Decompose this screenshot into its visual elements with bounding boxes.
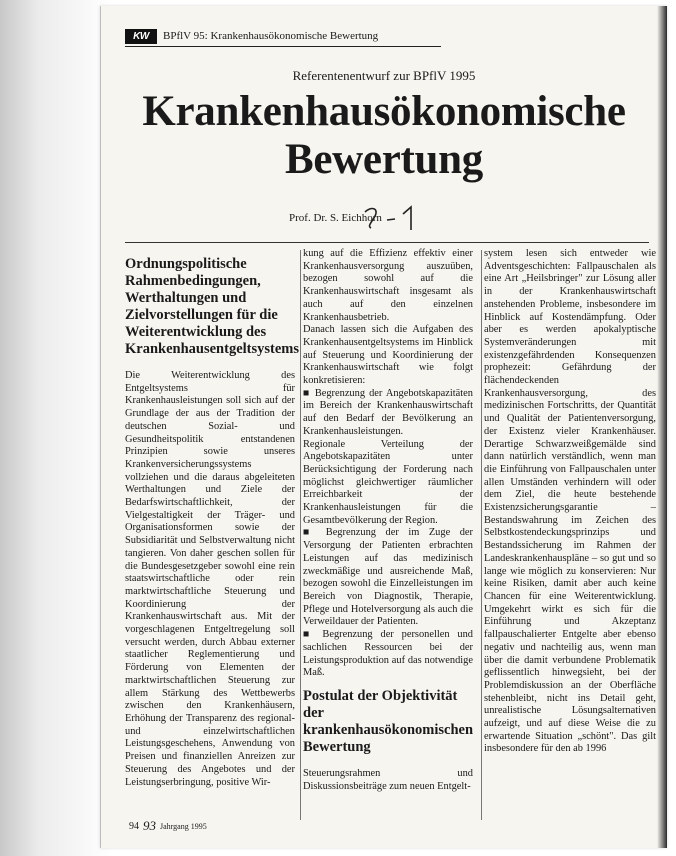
article-title-line-2: Bewertung (285, 136, 483, 183)
section-heading-1: Ordnungspolitische Rahmenbedingungen, Werthaltungen und Zielvorstellungen für die Weiterentwicklung des Krankenhausentgeltsystems (125, 256, 300, 357)
column-divider-1 (300, 250, 301, 820)
running-head-text: BPflV 95: Krankenhausökonomische Bewertung (163, 30, 379, 42)
handwritten-signature-mark (359, 202, 431, 232)
column-divider-2 (481, 250, 482, 820)
column-1-body: Die Weiterentwicklung des Entgeltsystems für Krankenhausleistungen soll sich auf der Grundlage der aus der Tradition der deutschen Sozial- und Gesundheitspolitik entstandenen Prinzipien sowie unseres Krankenversicherungssystems vollziehen und die daraus abgeleiteten Werthaltungen und Ziele der Bedarfswirtschaftlichkeit, der Vielgestaltigkeit der Träger- und Organisationsformen sowie der Subsidiarität und Selbstverwaltung nicht tangieren. Von daher geschen sollen für die Bundesgesetzgeber sowohl eine rein staatswirtschaftliche oder rein marktwirtschaftliche Steuerung und Koordinierung der Krankenhauswirtschaft aus. Mit der vorgeschlagenen Entgeltregelung soll versucht werden, durch Abbau externer staatlicher Reglementierung und Förderung von Elementen der marktwirtschaftlichen Steuerung zur allem Stärkung des Wettbewerbs zwischen den Krankenhäusern, Erhöhung der Transparenz des regional- und einzelwirtschaftlichen Leistungsgeschehens, Anwendung von Preisen und finanziellen Anreizen zur Steuerung des Angebotes und der Leistungserbringung, positive Wir- (125, 370, 295, 788)
page-footer (129, 818, 207, 834)
text-column-2 (303, 248, 473, 793)
article-title-line-1: Krankenhausökonomische (142, 88, 626, 135)
handwritten-page-mark: 93 (143, 818, 156, 833)
running-head (125, 28, 445, 44)
title-rule (125, 242, 649, 243)
journal-logo: KW (125, 29, 157, 44)
page-number: 94 (129, 820, 139, 832)
scan-margin-shadow (0, 0, 112, 856)
column-3-body: system lesen sich entweder wie Adventsgeschichten: Fallpauschalen als eine Art „Heilsbringer" zur Lösung aller in der Krankenhauswirtschaft anstehenden Probleme, insbesondere im Hinblick auf Kostendämpfung. Oder aber es werden apokalyptische Systemveränderungen mit existenzgefährdenden Konsequenzen prophezeit: Gefährdung der flächendeckenden Krankenhausversorgung, des medizinischen Fortschritts, der Quantität und Qualität der Patientenversorgung, der Existenz vieler Krankenhäuser. Derartige Schwarzweißgemälde sind dann natürlich verständlich, wenn man die Einführung von Fallpauschalen unter allen Umständen verhindern will oder dem Ziel, die heute bestehende Existenzsicherungsgarantie – Bestandswahrung im Zeichen des Selbstkostendeckungsprinzips und Bestandssicherung im Rahmen der Landeskrankenhauspläne – so gut und so lange wie möglich zu konservieren: Nur keine Risiken, damit aber auch keine Chancen für eine Weiterentwicklung. Umgekehrt wirkt es sich für die Einführung und Akzeptanz fallpauschalierter Entgelte aber ebenso negativ und nachteilig aus, wenn man über die damit verbundene Problematik geflissentlich hinwegsieht, bei der Problemdiskussion an der Oberfläche stehenbleibt, nicht ins Detail geht, unrealistische Lösungsalternativen aufzeigt, und auf diese Weise die zu erwartende Situation „schönt". Das gilt insbesondere für den ab 1996 (484, 248, 656, 755)
text-column-1 (125, 248, 300, 789)
column-2-paragraph-7: Steuerungsrahmen und Diskussionsbeiträge zum neuen Entgelt- (303, 767, 473, 792)
column-2-paragraph-4: Regionale Verteilung der Angebotskapazitäten unter Berücksichtigung der Forderung nach möglichst gleichwertiger räumlicher Erreichbarkeit der Krankenhausleistungen für die Gesamtbevölkerung der Region. (303, 438, 473, 526)
journal-page (100, 6, 667, 848)
column-2-paragraph-3: ■ Begrenzung der Angebotskapazitäten im Bereich der Krankenhauswirtschaft auf den Bedarf der Bevölkerung an Krankenhausleistungen. (303, 387, 473, 437)
article-title (101, 88, 667, 184)
issue-info: Jahrgang 1995 (160, 821, 207, 831)
running-head-rule (125, 46, 441, 47)
author-byline: Prof. Dr. S. Eichhorn (289, 212, 382, 224)
section-heading-2: Postulat der Objektivität der krankenhausökonomischen Bewertung (303, 687, 474, 755)
column-2-paragraph-2: Danach lassen sich die Aufgaben des Krankenhausentgeltsystems im Hinblick auf Steuerung und Koordinierung der Krankenhauswirtschaft wie folgt konkretisieren: (303, 324, 473, 387)
column-2-paragraph-6: ■ Begrenzung der personellen und sachlichen Ressourcen bei der Leistungsproduktion auf das notwendige Maß. (303, 629, 473, 679)
article-kicker: Referentenentwurf zur BPflV 1995 (292, 68, 476, 83)
text-column-3 (484, 248, 656, 756)
column-2-paragraph-1: kung auf die Effizienz effektiv einer Krankenhausversorgung auszuüben, bezogen sowohl auf die Krankenhauswirtschaft insgesamt als auch auf den einzelnen Krankenhausbetrieb. (303, 248, 473, 323)
column-2-paragraph-5: ■ Begrenzung der im Zuge der Versorgung der Patienten erbrachten Leistungen auf das medizinisch zweckmäßige und ausreichende Maß, bezogen sowohl die Einzelleistungen im Bereich von Diagnostik, Therapie, Pflege und Hotelversorgung als auch die Verweildauer der Patienten. (303, 527, 473, 628)
